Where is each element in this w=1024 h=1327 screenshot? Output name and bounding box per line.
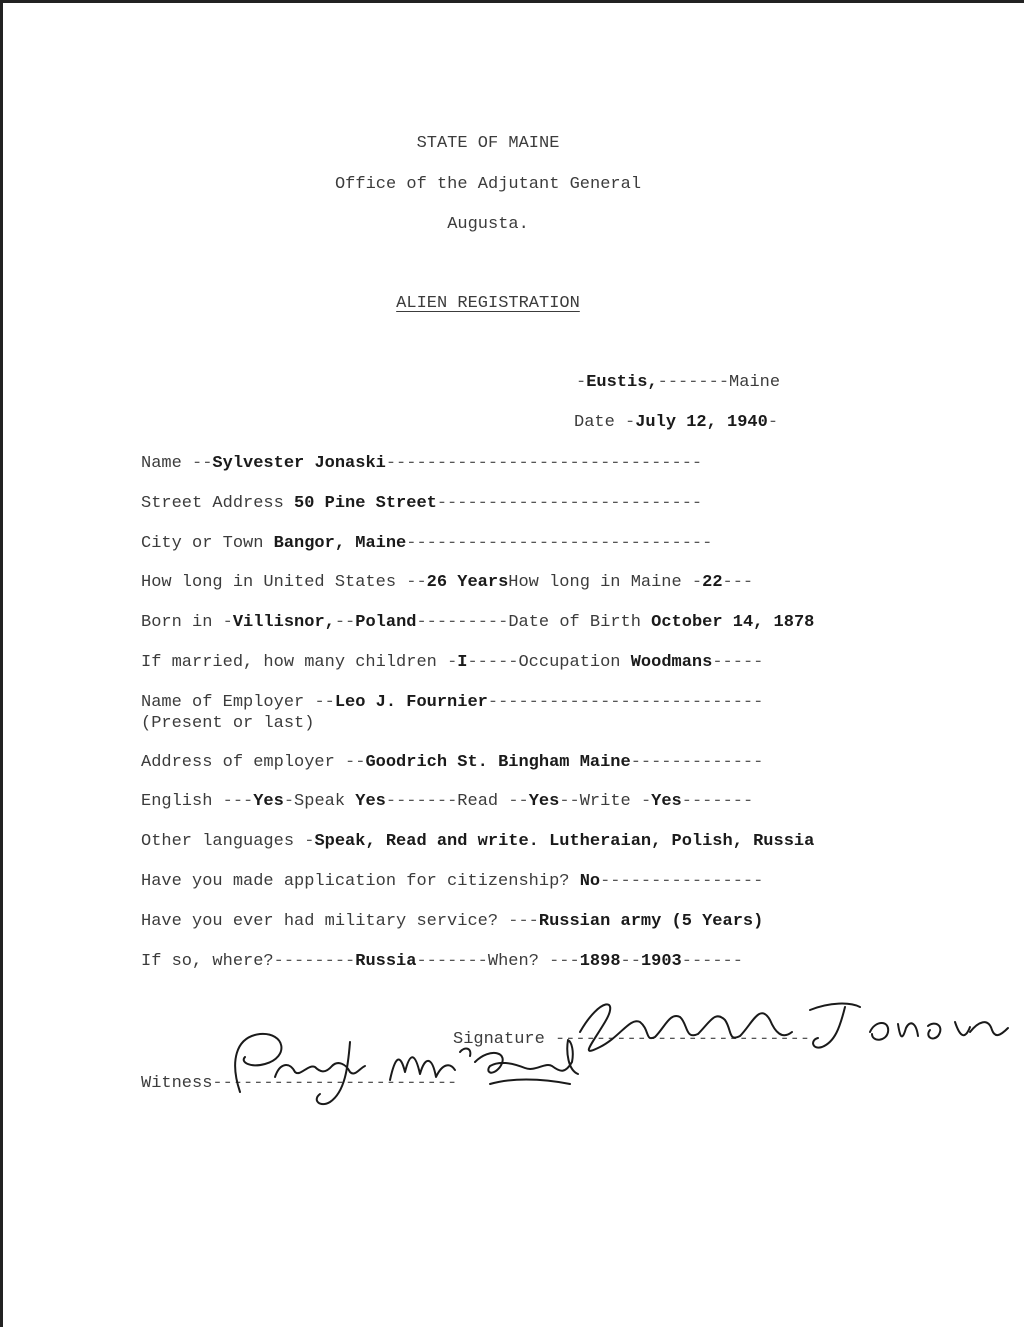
when-from: 1898 [579, 952, 621, 971]
languages-value: Speak, Read and write. Lutheraian, Polish, Russia [314, 832, 815, 851]
scan-border-left [0, 0, 3, 1327]
date-label: Date [574, 413, 615, 432]
write-label: Write [579, 792, 631, 811]
witness-handwriting [200, 1022, 600, 1112]
read-value: Yes [528, 792, 560, 811]
languages-label: Other languages [141, 832, 295, 851]
employer-address-value: Goodrich St. Bingham Maine [365, 753, 631, 772]
occupation-value: Woodmans [630, 653, 713, 672]
citizenship-value: No [579, 872, 601, 891]
maine-duration-value: 22 [702, 573, 723, 592]
born-label: Born in [141, 613, 213, 632]
maine-duration-label: How long in Maine [508, 573, 682, 592]
employer-row: Name of Employer --Leo J. Fournier--------------------------- [141, 693, 764, 712]
where-label: If so, where? [141, 952, 274, 971]
city-row: City or Town Bangor, Maine------------------------------ [141, 534, 713, 553]
city-label: City or Town [141, 534, 264, 553]
scan-border-top [0, 0, 1024, 3]
employer-label: Name of Employer [141, 693, 305, 712]
signature-label: Signature [453, 1030, 545, 1049]
speak-value: Yes [355, 792, 386, 811]
born-country: Poland [355, 613, 417, 632]
us-duration-value: 26 Years [426, 573, 509, 592]
children-value: I [457, 653, 468, 672]
employer-note: (Present or last) [141, 714, 315, 733]
read-label: Read [457, 792, 499, 811]
header-office: Office of the Adjutant General [334, 175, 642, 194]
children-label: If married, how many children [141, 653, 437, 672]
occupation-label: Occupation [518, 653, 621, 672]
dob-value: October 14, 1878 [651, 613, 815, 632]
write-value: Yes [651, 792, 682, 811]
children-row: If married, how many children -I-----Occupation Woodmans----- [141, 653, 764, 672]
witness-label: Witness [141, 1074, 213, 1093]
citizenship-row: Have you made application for citizenship? No---------------- [141, 872, 764, 891]
header-city: Augusta. [447, 215, 529, 234]
dob-label: Date of Birth [508, 613, 641, 632]
name-row: Name --Sylvester Jonaski------------------------------- [141, 454, 703, 473]
street-label: Street Address [141, 494, 284, 513]
military-row: Have you ever had military service? ---Russian army (5 Years) [141, 912, 764, 931]
form-title: ALIEN REGISTRATION [396, 294, 580, 313]
us-duration-label: How long in United States [141, 573, 397, 592]
place-town: Eustis, [586, 373, 658, 392]
street-value: 50 Pine Street [294, 494, 437, 513]
languages-row: Other languages -Speak, Read and write. Lutheraian, Polish, Russia [141, 832, 815, 851]
birth-row: Born in -Villisnor,--Poland---------Date of Birth October 14, 1878 [141, 613, 815, 632]
where-value: Russia [355, 952, 417, 971]
date-value: July 12, 1940 [635, 413, 768, 432]
employer-value: Leo J. Fournier [334, 693, 488, 712]
witness-line: Witness------------------------ [141, 1074, 458, 1093]
english-value: Yes [253, 792, 284, 811]
citizenship-label: Have you made application for citizenship? [141, 872, 570, 891]
employer-address-row: Address of employer --Goodrich St. Bingham Maine------------- [141, 753, 764, 772]
born-place: Villisnor, [232, 613, 335, 632]
military-label: Have you ever had military service? [141, 912, 499, 931]
date-line: Date -July 12, 1940- [574, 413, 779, 432]
city-value: Bangor, Maine [273, 534, 407, 553]
english-label: English [141, 792, 213, 811]
signature-handwriting [560, 992, 1020, 1062]
employer-address-label: Address of employer [141, 753, 335, 772]
header-state: STATE OF MAINE [416, 134, 560, 153]
duration-row: How long in United States --26 YearsHow long in Maine -22--- [141, 573, 754, 592]
signature-line: Signature ------------------------- [453, 1030, 811, 1049]
military-where-row: If so, where?--------Russia-------When? ---1898--1903------ [141, 952, 743, 971]
military-value: Russian army (5 Years) [538, 912, 764, 931]
when-label: When? [487, 952, 539, 971]
speak-label: Speak [294, 792, 346, 811]
name-value: Sylvester Jonaski [212, 454, 386, 473]
english-row: English ---Yes-Speak Yes-------Read --Yes--Write -Yes------- [141, 792, 754, 811]
name-label: Name [141, 454, 182, 473]
place-state: Maine [729, 373, 781, 392]
place-line: -Eustis,-------Maine [576, 373, 781, 392]
street-row: Street Address 50 Pine Street-------------------------- [141, 494, 703, 513]
when-to: 1903 [640, 952, 682, 971]
